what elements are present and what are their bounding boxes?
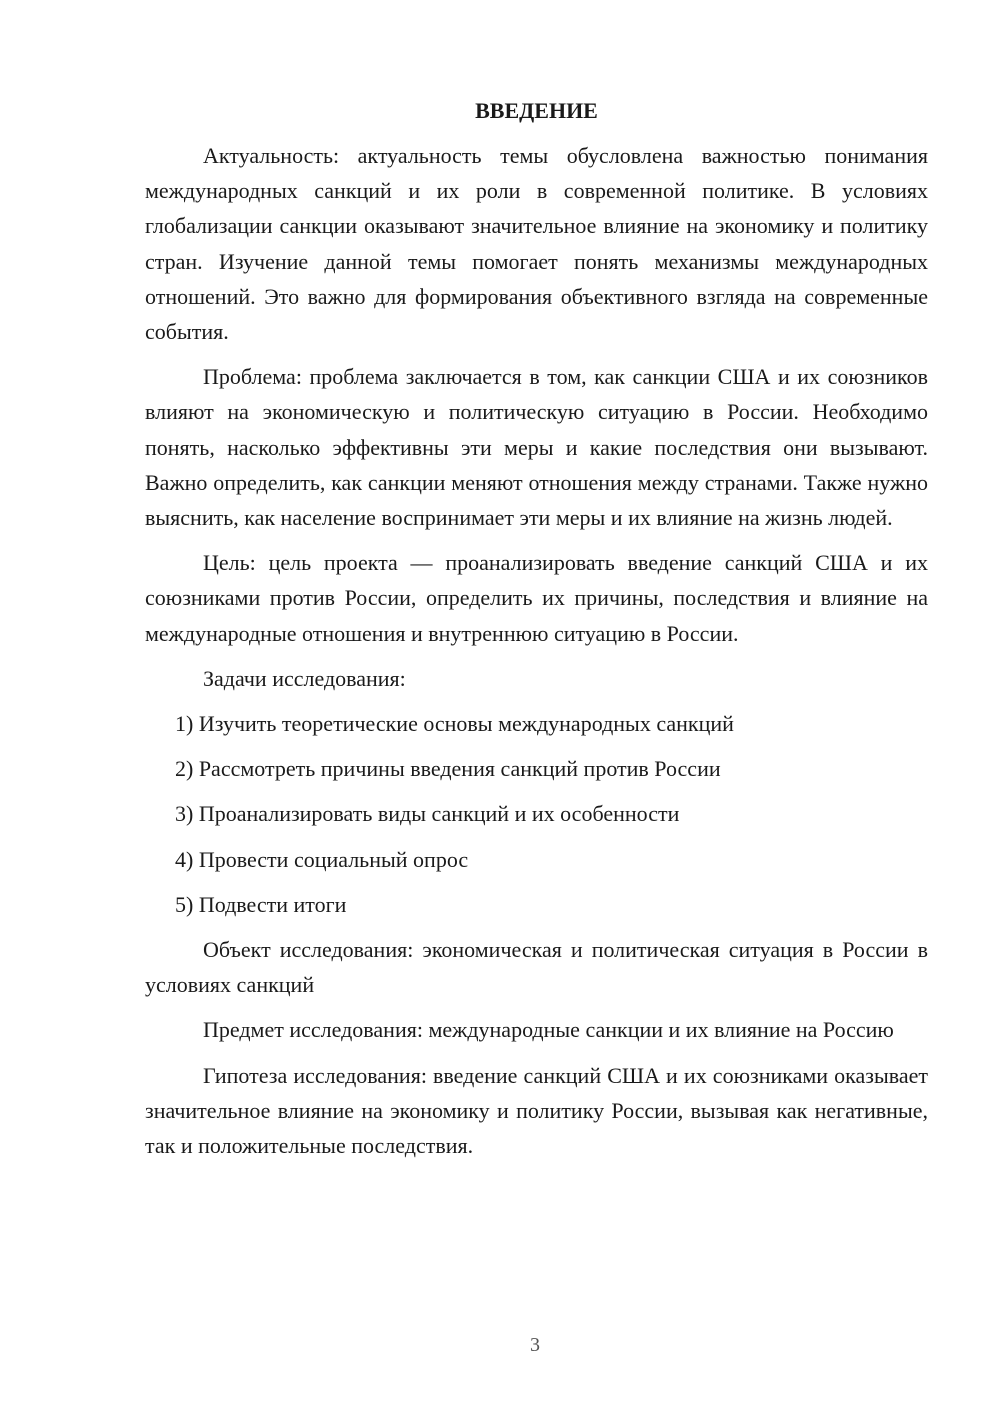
list-item: 4) Провести социальный опрос — [175, 846, 469, 872]
list-item: 1) Изучить теоретические основы международных санкций — [175, 711, 734, 737]
tasks-heading: Задачи исследования: — [203, 665, 406, 691]
tasks-list — [145, 706, 928, 922]
subject-paragraph: Предмет исследования: международные санкции и их влияние на Россию — [203, 1017, 894, 1043]
page-title: ВВЕДЕНИЕ — [475, 98, 598, 123]
relevance-paragraph: Актуальность: актуальность темы обусловлена важностью понимания международных санкций и их роли в современной политике. В условиях глобализации санкции оказывают значительное влияние на экономику и политику стран. Изучение данной темы помогает понять механизмы международных отношений. Это важно для формирования объективного взгляда на современные события. — [145, 143, 928, 345]
document-page — [145, 96, 928, 1173]
page-number: 3 — [530, 1334, 540, 1356]
hypothesis-paragraph: Гипотеза исследования: введение санкций США и их союзниками оказывает значительное влияние на экономику и политику России, вызывая как негативные, так и положительные последствия. — [145, 1062, 928, 1159]
list-item: 5) Подвести итоги — [175, 891, 347, 917]
list-item: 3) Проанализировать виды санкций и их особенности — [175, 801, 680, 827]
list-item: 2) Рассмотреть причины введения санкций против России — [175, 756, 721, 782]
object-paragraph: Объект исследования: экономическая и политическая ситуация в России в условиях санкций — [145, 937, 928, 998]
goal-paragraph: Цель: цель проекта — проанализировать введение санкций США и их союзниками против России, определить их причины, последствия и влияние на международные отношения и внутреннюю ситуацию в России. — [145, 550, 928, 646]
problem-paragraph: Проблема: проблема заключается в том, как санкции США и их союзников влияют на экономическую и политическую ситуацию в России. Необходимо понять, насколько эффективны эти меры и какие последствия они вызывают. Важно определить, как санкции меняют отношения между странами. Также нужно выяснить, как население воспринимает эти меры и их влияние на жизнь людей. — [145, 364, 928, 531]
